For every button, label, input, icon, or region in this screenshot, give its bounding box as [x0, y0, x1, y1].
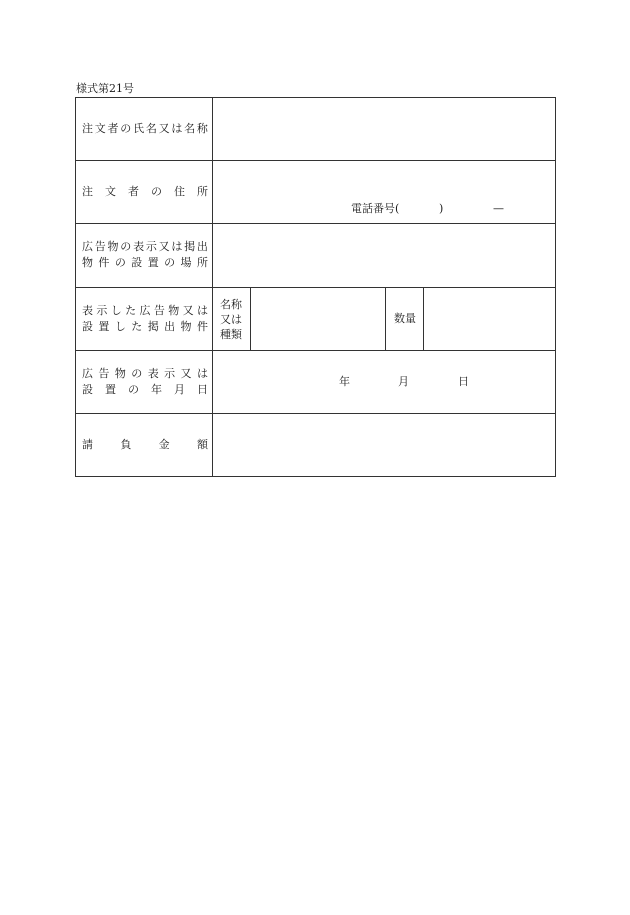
row-advertisement — [76, 288, 555, 351]
label-line: 注 文 者 の 住 所 — [82, 185, 208, 198]
kind-value-cell[interactable] — [251, 288, 386, 350]
value-display-date[interactable] — [213, 351, 555, 413]
row-orderer-address — [76, 161, 555, 224]
label-display-location — [76, 224, 213, 287]
row-contract-amount — [76, 414, 555, 476]
row-display-location — [76, 224, 555, 288]
label-display-date — [76, 351, 213, 413]
phone-label: 電話番号( — [351, 202, 400, 215]
label-line: 表 示 し た 広 告 物 又 は — [82, 304, 208, 317]
quantity-label-cell — [386, 288, 424, 350]
phone-close-paren: ) — [439, 202, 444, 215]
kind-label: 名称 又は 種類 — [220, 298, 242, 341]
date-year: 年 — [339, 375, 350, 388]
form-number: 様式第21号 — [76, 82, 134, 95]
quantity-label: 数量 — [394, 312, 416, 325]
date-day: 日 — [458, 375, 469, 388]
label-orderer-name — [76, 98, 213, 160]
label-advertisement — [76, 288, 213, 350]
quantity-value-cell[interactable] — [424, 288, 555, 350]
kind-label-cell — [213, 288, 251, 350]
form-table — [75, 97, 556, 477]
label-contract-amount — [76, 414, 213, 476]
phone-dash: — — [493, 202, 504, 215]
row-orderer-name — [76, 98, 555, 161]
value-orderer-address[interactable] — [213, 161, 555, 223]
label-line: 物 件 の 設 置 の 場 所 — [82, 256, 208, 269]
date-month: 月 — [398, 375, 409, 388]
label-line: 広 告 物 の 表 示 又 は 掲 出 — [82, 240, 208, 253]
label-line: 広 告 物 の 表 示 又 は — [82, 367, 208, 380]
label-line: 注 文 者 の 氏 名 又 は 名 称 — [82, 122, 208, 135]
label-orderer-address — [76, 161, 213, 223]
label-line: 設 置 の 年 月 日 — [82, 383, 208, 396]
value-orderer-name[interactable] — [213, 98, 555, 160]
row-display-date — [76, 351, 555, 414]
value-contract-amount[interactable] — [213, 414, 555, 476]
label-line: 請 負 金 額 — [82, 438, 208, 451]
value-display-location[interactable] — [213, 224, 555, 287]
label-line: 設 置 し た 掲 出 物 件 — [82, 320, 208, 333]
